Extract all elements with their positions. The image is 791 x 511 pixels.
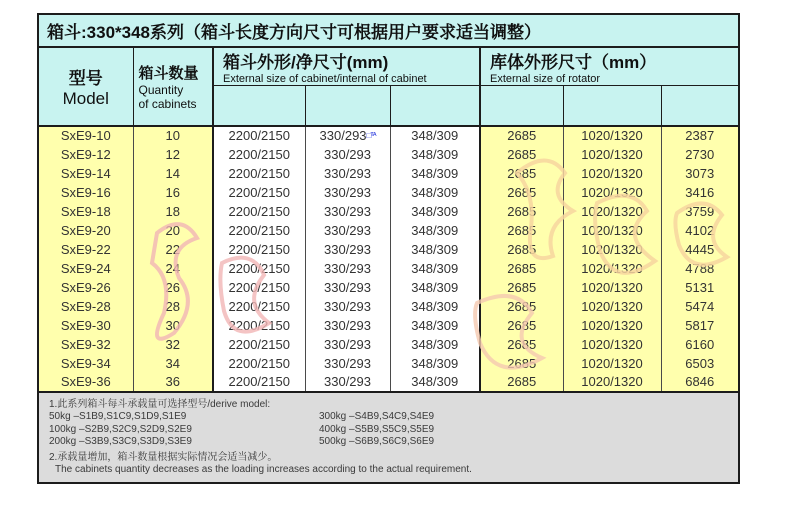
cell-model: SxE9-30: [38, 316, 133, 335]
cell-c5: 1020/1320: [563, 259, 661, 278]
cell-c1: 2200/2150: [213, 335, 305, 354]
cell-c3: 348/309: [390, 297, 480, 316]
cell-model: SxE9-26: [38, 278, 133, 297]
cell-c6: 3073: [661, 164, 739, 183]
cell-c2: 330/293: [305, 164, 390, 183]
cell-c1: 2200/2150: [213, 240, 305, 259]
table-row: [38, 221, 739, 240]
cell-c1: 2200/2150: [213, 164, 305, 183]
column-header-model: [38, 47, 133, 126]
column-header-model-en: Model: [62, 88, 109, 108]
cell-c3: 348/309: [390, 145, 480, 164]
header-subcell: [390, 86, 480, 126]
note-derive-model: 1.此系列箱斗每斗承载量可选择型号/derive model:: [49, 398, 271, 410]
cell-model: SxE9-16: [38, 183, 133, 202]
cell-c2: 330/293: [305, 202, 390, 221]
cell-c1: 2200/2150: [213, 297, 305, 316]
table-row: [38, 145, 739, 164]
cell-c4: 2685: [480, 373, 563, 392]
cell-c1: 2200/2150: [213, 373, 305, 392]
cell-c4: 2685: [480, 183, 563, 202]
cell-model: SxE9-20: [38, 221, 133, 240]
cell-qty: 30: [133, 316, 213, 335]
cell-c4: 2685: [480, 259, 563, 278]
spec-sheet: [37, 13, 738, 484]
note-100kg: 100kg –S2B9,S2C9,S2D9,S2E9: [49, 423, 192, 435]
cell-c4: 2685: [480, 240, 563, 259]
cell-qty: 28: [133, 297, 213, 316]
cell-c5: 1020/1320: [563, 335, 661, 354]
table-body: [38, 126, 739, 392]
cell-c1: 2200/2150: [213, 316, 305, 335]
column-header-quantity-en1: Quantity: [138, 82, 184, 97]
cell-c2: 330/293: [305, 335, 390, 354]
cell-c4: 2685: [480, 164, 563, 183]
cell-c5: 1020/1320: [563, 240, 661, 259]
note-loading-zh: 2.承载量增加，箱斗数量根据实际情况会适当减少。: [49, 451, 278, 463]
cell-qty: 20: [133, 221, 213, 240]
cell-qty: 10: [133, 126, 213, 145]
cell-c2: 330/293: [305, 221, 390, 240]
cell-c1: 2200/2150: [213, 183, 305, 202]
cell-c1: 2200/2150: [213, 354, 305, 373]
cell-c2: 330/293□ᵀᴬ: [305, 126, 390, 145]
cell-c5: 1020/1320: [563, 316, 661, 335]
header-group-row: [38, 47, 739, 86]
column-header-model-zh: 型号: [68, 68, 103, 88]
note-200kg: 200kg –S3B9,S3C9,S3D9,S3E9: [49, 436, 192, 447]
cell-model: SxE9-10: [38, 126, 133, 145]
cell-c2: 330/293: [305, 373, 390, 392]
cell-c5: 1020/1320: [563, 126, 661, 145]
cell-c6: 6160: [661, 335, 739, 354]
note-model-list-right: [319, 411, 434, 449]
column-header-quantity-zh: 箱斗数量: [138, 64, 199, 82]
cell-c2: 330/293: [305, 297, 390, 316]
note-loading-en: The cabinets quantity decreases as the loading increases according to the actual requirement.: [55, 464, 472, 475]
cell-c6: 4102: [661, 221, 739, 240]
cell-qty: 12: [133, 145, 213, 164]
cell-c4: 2685: [480, 316, 563, 335]
cell-model: SxE9-36: [38, 373, 133, 392]
cell-c2: 330/293: [305, 259, 390, 278]
table-row: [38, 259, 739, 278]
column-group-cabinet-size-en: External size of cabinet/internal of cabinet: [223, 73, 427, 85]
cell-c3: 348/309: [390, 240, 480, 259]
cell-c3: 348/309: [390, 354, 480, 373]
annotation-marker: □ᵀᴬ: [366, 131, 376, 140]
cell-c5: 1020/1320: [563, 278, 661, 297]
column-group-rotator-size-zh: 库体外形尺寸（mm）: [490, 53, 657, 72]
cell-c6: 3416: [661, 183, 739, 202]
column-header-quantity-en2: of cabinets: [138, 96, 197, 111]
cell-c3: 348/309: [390, 335, 480, 354]
cell-c4: 2685: [480, 145, 563, 164]
cell-c1: 2200/2150: [213, 259, 305, 278]
cell-c3: 348/309: [390, 164, 480, 183]
cell-c1: 2200/2150: [213, 221, 305, 240]
cell-c2: 330/293: [305, 240, 390, 259]
cell-c6: 6503: [661, 354, 739, 373]
table-row: [38, 335, 739, 354]
cell-model: SxE9-12: [38, 145, 133, 164]
cell-c3: 348/309: [390, 202, 480, 221]
cell-qty: 22: [133, 240, 213, 259]
cell-c4: 2685: [480, 278, 563, 297]
header-subcell: [305, 86, 390, 126]
cell-c6: 4788: [661, 259, 739, 278]
title-row: [38, 14, 739, 47]
table-row: [38, 202, 739, 221]
cell-qty: 24: [133, 259, 213, 278]
cell-c3: 348/309: [390, 278, 480, 297]
cell-c2: 330/293: [305, 316, 390, 335]
cell-c2: 330/293: [305, 278, 390, 297]
cell-model: SxE9-34: [38, 354, 133, 373]
cell-c2: 330/293: [305, 354, 390, 373]
footer-row: [38, 392, 739, 483]
cell-c5: 1020/1320: [563, 373, 661, 392]
cell-qty: 16: [133, 183, 213, 202]
cell-c5: 1020/1320: [563, 145, 661, 164]
cell-c6: 4445: [661, 240, 739, 259]
cell-c6: 3759: [661, 202, 739, 221]
cell-c3: 348/309: [390, 183, 480, 202]
cell-c1: 2200/2150: [213, 145, 305, 164]
cell-model: SxE9-24: [38, 259, 133, 278]
header-subcell: [213, 86, 305, 126]
cell-qty: 18: [133, 202, 213, 221]
note-400kg: 400kg –S5B9,S5C9,S5E9: [319, 423, 435, 435]
note-50kg: 50kg –S1B9,S1C9,S1D9,S1E9: [49, 411, 187, 422]
cell-c6: 2387: [661, 126, 739, 145]
note-300kg: 300kg –S4B9,S4C9,S4E9: [319, 411, 435, 422]
cell-c4: 2685: [480, 335, 563, 354]
cell-c5: 1020/1320: [563, 183, 661, 202]
cell-c1: 2200/2150: [213, 278, 305, 297]
cell-c6: 5474: [661, 297, 739, 316]
header-subcell: [563, 86, 661, 126]
table-row: [38, 126, 739, 145]
cell-c5: 1020/1320: [563, 164, 661, 183]
note-500kg: 500kg –S6B9,S6C9,S6E9: [319, 436, 435, 447]
cell-c6: 2730: [661, 145, 739, 164]
page-title: 箱斗:330*348系列（箱斗长度方向尺寸可根据用户要求适当调整）: [38, 14, 739, 47]
column-group-rotator-size: [480, 47, 739, 86]
cell-c3: 348/309: [390, 126, 480, 145]
cell-c4: 2685: [480, 221, 563, 240]
column-group-rotator-size-en: External size of rotator: [490, 73, 601, 85]
cell-qty: 34: [133, 354, 213, 373]
cell-c4: 2685: [480, 297, 563, 316]
cell-qty: 26: [133, 278, 213, 297]
cell-c2: 330/293: [305, 145, 390, 164]
cell-c3: 348/309: [390, 221, 480, 240]
table-row: [38, 373, 739, 392]
column-header-quantity: [133, 47, 213, 126]
cell-model: SxE9-32: [38, 335, 133, 354]
cell-model: SxE9-18: [38, 202, 133, 221]
cell-c5: 1020/1320: [563, 221, 661, 240]
cell-c1: 2200/2150: [213, 126, 305, 145]
table-row: [38, 316, 739, 335]
table-row: [38, 164, 739, 183]
cell-c4: 2685: [480, 126, 563, 145]
cell-model: SxE9-14: [38, 164, 133, 183]
cell-c3: 348/309: [390, 373, 480, 392]
table-row: [38, 183, 739, 202]
column-group-cabinet-size: [213, 47, 480, 86]
column-group-cabinet-size-zh: 箱斗外形/净尺寸(mm): [223, 53, 389, 72]
table-row: [38, 354, 739, 373]
cell-c6: 5131: [661, 278, 739, 297]
cell-c5: 1020/1320: [563, 354, 661, 373]
cell-c6: 6846: [661, 373, 739, 392]
cell-c4: 2685: [480, 202, 563, 221]
header-subcell: [480, 86, 563, 126]
cell-c5: 1020/1320: [563, 202, 661, 221]
note-model-lists: [49, 411, 728, 449]
cell-model: SxE9-22: [38, 240, 133, 259]
cell-c2: 330/293: [305, 183, 390, 202]
cell-model: SxE9-28: [38, 297, 133, 316]
notes-area: [38, 392, 739, 483]
table-row: [38, 278, 739, 297]
table-row: [38, 297, 739, 316]
cell-c4: 2685: [480, 354, 563, 373]
cell-qty: 14: [133, 164, 213, 183]
table-row: [38, 240, 739, 259]
cell-c6: 5817: [661, 316, 739, 335]
cell-c1: 2200/2150: [213, 202, 305, 221]
cell-qty: 36: [133, 373, 213, 392]
cell-c3: 348/309: [390, 316, 480, 335]
header-subcell: [661, 86, 739, 126]
cell-c3: 348/309: [390, 259, 480, 278]
cell-qty: 32: [133, 335, 213, 354]
spec-table: [37, 13, 740, 484]
cell-c5: 1020/1320: [563, 297, 661, 316]
